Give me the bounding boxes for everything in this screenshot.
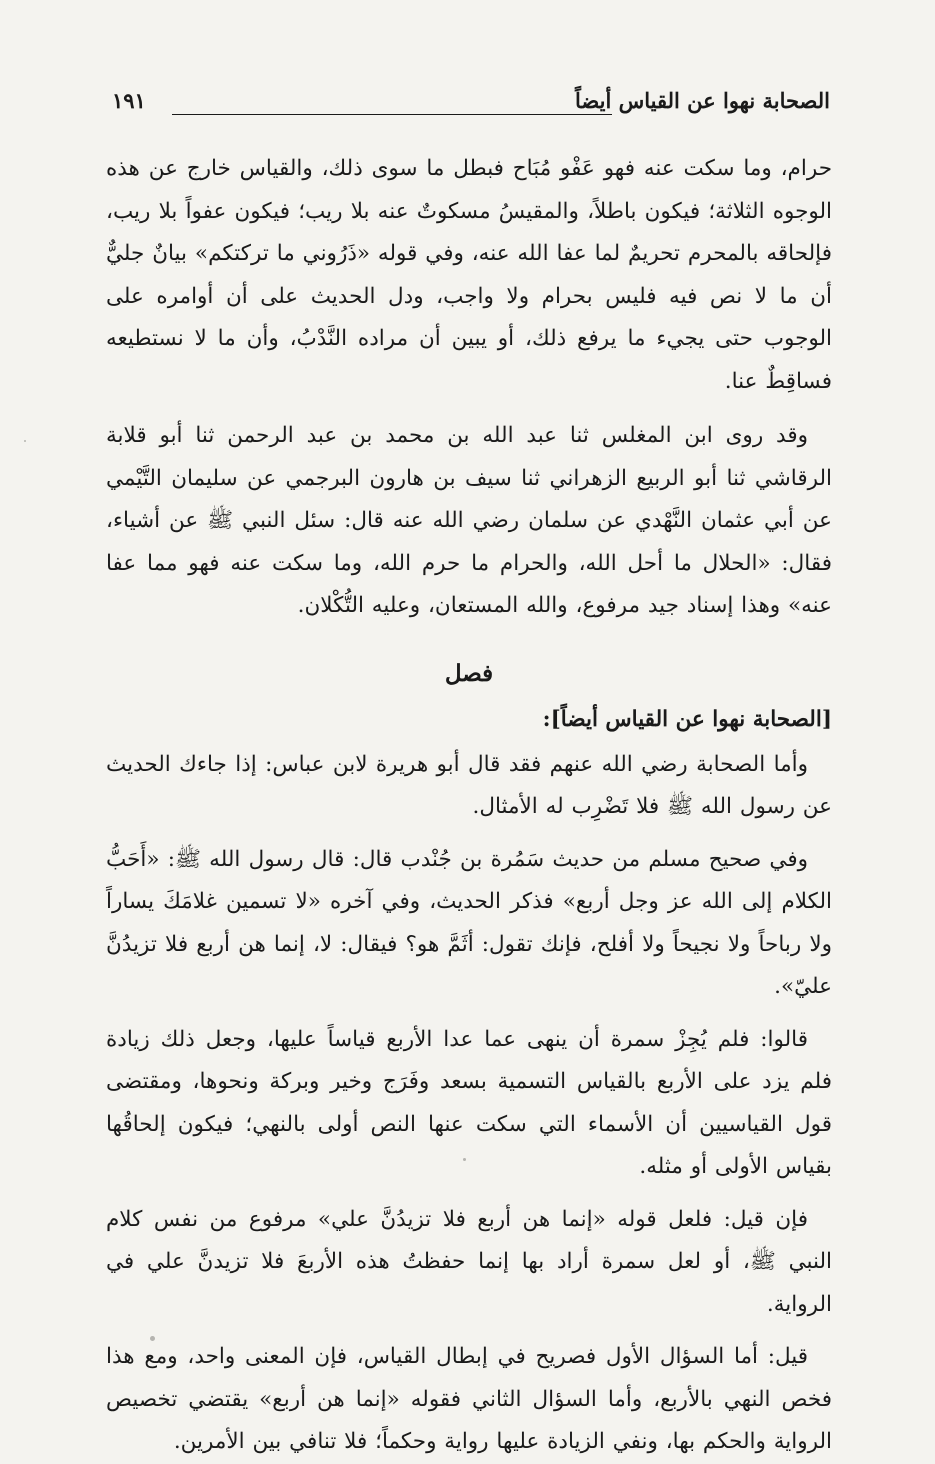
section-title: فصل (444, 659, 494, 687)
page-number: ١٩١ (112, 88, 146, 113)
paragraph: قيل: أما السؤال الأول فصريح في إبطال القياس، فإن المعنى واحد، ومع هذا فخص النهي بالأربع، وأما السؤال الثاني فقوله «إنما هن أربع» يقتضي تخصيص الرواية والحكم بها، ونفي الزيادة عليها رواية وحكماً؛ فلا تنافي بين الأمرين. (106, 1344, 832, 1454)
paragraph: وفي صحيح مسلم من حديث سَمُرة بن جُنْدب قال: قال رسول الله ﷺ: «أَحَبُّ الكلام إلى الله عز وجل أربع» فذكر الحديث، وفي آخره «لا تسمين غلامَكَ يساراً ولا رباحاً ولا نجيحاً ولا أفلح، فإنك تقول: أثَمَّ هو؟ فيقال: لا، إنما هن أربع فلا تزيدُنَّ عليّ». (106, 846, 832, 999)
paragraph: فإن قيل: فلعل قوله «إنما هن أربع فلا تزيدُنَّ علي» مرفوع من نفس كلام النبي ﷺ، أو لعل سمرة أراد بها إنما حفظتُ هذه الأربعَ فلا تزيدنَّ علي في الرواية. (106, 1206, 832, 1317)
paragraph: وأما الصحابة رضي الله عنهم فقد قال أبو هريرة لابن عباس: إذا جاءك الحديث عن رسول الله ﷺ فلا تَضْرِب له الأمثال. (106, 751, 832, 819)
scan-speck (24, 440, 26, 442)
header-rule (172, 114, 612, 115)
page-header (108, 88, 830, 128)
section-subheading: [الصحابة نهوا عن القياس أيضاً]: (542, 706, 832, 732)
running-title: الصحابة نهوا عن القياس أيضاً (575, 88, 830, 113)
scan-speck (150, 1336, 155, 1341)
body-text (106, 148, 832, 1464)
paragraph: وقد روى ابن المغلس ثنا عبد الله بن محمد بن عبد الرحمن ثنا أبو قلابة الرقاشي ثنا أبو الربيع الزهراني ثنا سيف بن هارون البرجمي عن سليمان التَّيْمي عن أبي عثمان النَّهْدي عن سلمان رضي الله عنه قال: سئل النبي ﷺ عن أشياء، فقال: «الحلال ما أحل الله، والحرام ما حرم الله، وما سكت عنه فهو مما عفا عنه» وهذا إسناد جيد مرفوع، والله المستعان، وعليه التُّكْلان. (106, 423, 832, 618)
scan-speck (463, 1158, 466, 1161)
paragraph: حرام، وما سكت عنه فهو عَفْو مُبَاح فبطل ما سوى ذلك، والقياس خارج عن هذه الوجوه الثلاثة؛ فيكون باطلاً، والمقيسُ مسكوتٌ عنه بلا ريب؛ فيكون عفواً بلا ريب، فإلحاقه بالمحرم تحريمٌ لما عفا الله عنه، وفي قوله «ذَرُوني ما تركتكم» بيانٌ جليٌّ أن ما لا نص فيه فليس بحرام ولا واجب، ودل الحديث على أن أوامره على الوجوب حتى يجيء ما يرفع ذلك، أو يبين أن مراده النَّدْبُ، وأن ما لا نستطيعه فساقِطٌ عنا. (106, 156, 832, 394)
paragraph: قالوا: فلم يُجِزْ سمرة أن ينهى عما عدا الأربع قياساً عليها، وجعل ذلك زيادة فلم يزد على الأربع بالقياس التسمية بسعد وفَرَج وخير وبركة ونحوها، ومقتضى قول القياسيين أن الأسماء التي سكت عنها النص أولى بالنهي؛ فيكون إلحاقُها بقياس الأولى أو مثله. (106, 1026, 832, 1179)
